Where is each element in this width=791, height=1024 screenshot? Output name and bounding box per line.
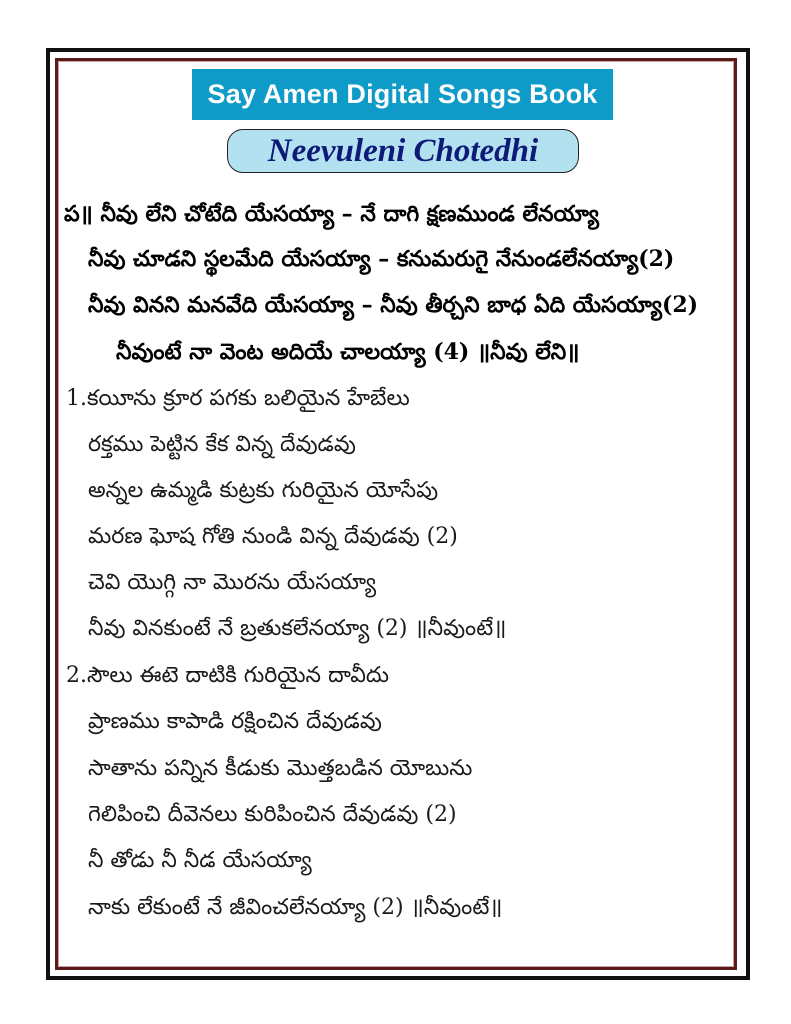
verse-line: నీ తోడు నీ నీడ యేసయ్యా — [88, 848, 312, 873]
verse-line: 1.కయీను క్రూర పగకు బలియైన హేబేలు — [66, 386, 410, 411]
verse-line: అన్నల ఉమ్మడి కుట్రకు గురియైన యోసేపు — [88, 478, 439, 503]
chorus-line: ప॥ నీవు లేని చోటేది యేసయ్యా – నే దాగి క్షణముండ లేనయ్యా — [64, 201, 599, 227]
verse-line: చెవి యొగ్గి నా మొరను యేసయ్యా — [88, 570, 377, 595]
verse-line: సాతాను పన్నిన కీడుకు మొత్తబడిన యోబును — [88, 756, 473, 781]
chorus-line: నీవు చూడని స్థలమేది యేసయ్యా – కనుమరుగై నేనుండలేనయ్యా(2) — [88, 246, 675, 272]
chorus-line: నీవుంటే నా వెంట అదియే చాలయ్యా (4) ॥నీవు లేని॥ — [116, 339, 580, 365]
verse-line: నాకు లేకుంటే నే జీవించలేనయ్యా (2) ॥నీవుంటే॥ — [88, 895, 503, 920]
verse-line: ప్రాణము కాపాడి రక్షించిన దేవుడవు — [88, 709, 382, 734]
song-title: Neevuleni Chotedhi — [267, 133, 539, 169]
chorus-line: నీవు వినని మనవేది యేసయ్యా – నీవు తీర్చని బాధ ఏది యేసయ్యా(2) — [88, 292, 699, 318]
verse-line: 2.సౌలు ఈటె దాటికి గురియైన దావీదు — [66, 663, 389, 688]
verse-line: గెలిపించి దీవెనలు కురిపించిన దేవుడవు (2) — [88, 802, 457, 827]
banner-title: Say Amen Digital Songs Book — [207, 79, 598, 109]
verse-line: మరణ ఘోష గోతి నుండి విన్న దేవుడవు (2) — [88, 524, 458, 549]
verse-line: రక్తము పెట్టిన కేక విన్న దేవుడవు — [88, 432, 356, 457]
verse-line: నీవు వినకుంటే నే బ్రతుకలేనయ్యా (2) ॥నీవుంటే॥ — [88, 616, 507, 641]
